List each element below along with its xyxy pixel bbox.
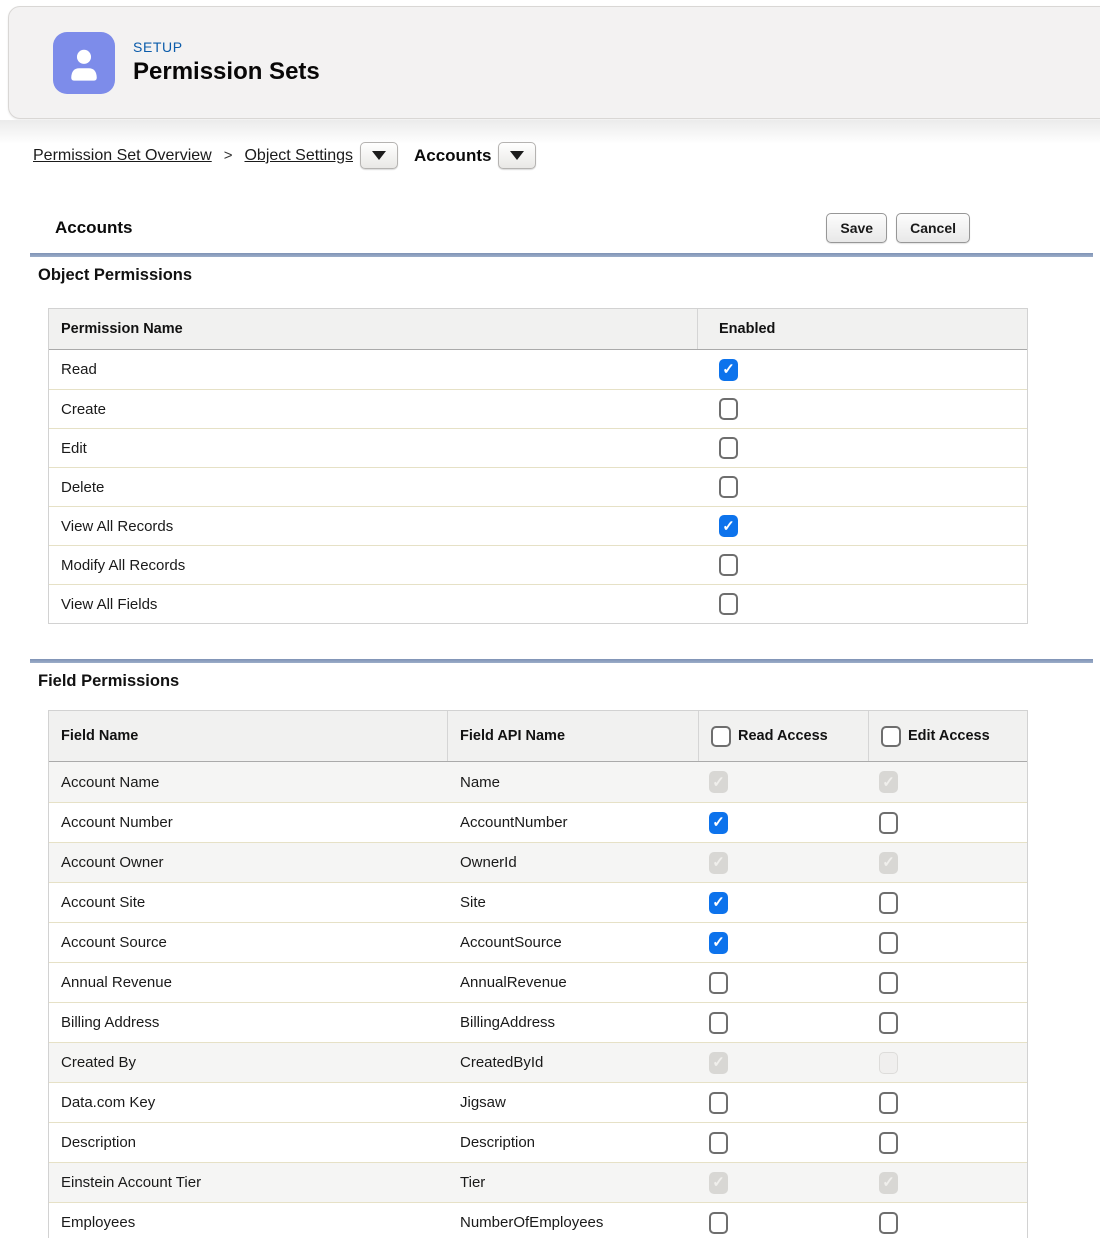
object-permissions-table-header	[49, 309, 1027, 350]
save-button[interactable]: Save	[826, 213, 887, 243]
setup-header-card	[8, 6, 1100, 119]
permission-name: View All Records	[61, 517, 174, 535]
object-settings-dropdown-button[interactable]	[360, 142, 398, 169]
object-permissions-table	[48, 308, 1028, 624]
field-name: Account Source	[61, 934, 167, 951]
field-api-name: Name	[460, 773, 501, 791]
breadcrumb-current-accounts: Accounts	[413, 145, 492, 165]
chevron-down-icon	[510, 151, 524, 160]
field-permission-row	[49, 762, 1027, 802]
field-permission-row	[49, 922, 1027, 962]
field-name: Account Site	[61, 894, 146, 911]
enabled-checkbox[interactable]	[719, 515, 738, 537]
edit-access-checkbox[interactable]	[879, 1012, 898, 1034]
field-api-name: CreatedById	[460, 1054, 544, 1071]
read-access-checkbox[interactable]	[709, 1012, 728, 1034]
object-permission-row	[49, 467, 1027, 506]
section-divider	[30, 253, 1093, 257]
edit-access-checkbox	[879, 771, 898, 793]
column-header-field-api-name: Field API Name	[448, 711, 699, 761]
enabled-checkbox[interactable]	[719, 593, 738, 615]
field-api-name: Tier	[460, 1174, 486, 1191]
setup-eyebrow: SETUP	[133, 39, 183, 55]
edit-access-checkbox	[879, 852, 898, 874]
field-permission-row	[49, 1082, 1027, 1122]
read-access-checkbox	[709, 1172, 728, 1194]
enabled-checkbox[interactable]	[719, 437, 738, 459]
permission-name: Create	[61, 400, 107, 418]
field-api-name: Jigsaw	[460, 1094, 506, 1111]
object-permission-row	[49, 428, 1027, 467]
permission-sets-user-icon	[53, 32, 115, 94]
field-permissions-table	[48, 710, 1028, 1238]
field-permissions-heading: Field Permissions	[38, 672, 180, 690]
chevron-down-icon	[372, 151, 386, 160]
edit-access-checkbox[interactable]	[879, 892, 898, 914]
permission-name: View All Fields	[61, 595, 158, 613]
read-access-checkbox	[709, 1052, 728, 1074]
field-api-name: AnnualRevenue	[460, 974, 567, 991]
section-divider	[30, 659, 1093, 663]
field-name: Billing Address	[61, 1014, 160, 1031]
edit-access-checkbox[interactable]	[879, 812, 898, 834]
field-api-name: Description	[460, 1134, 536, 1151]
read-access-checkbox[interactable]	[709, 1132, 728, 1154]
read-access-label: Read Access	[738, 728, 828, 744]
field-name: Created By	[61, 1054, 137, 1071]
edit-access-checkbox[interactable]	[879, 1132, 898, 1154]
read-access-checkbox	[709, 771, 728, 793]
field-name: Account Number	[61, 814, 173, 831]
breadcrumb-link-permission-set-overview[interactable]: Permission Set Overview	[33, 146, 212, 164]
field-name: Account Owner	[61, 854, 164, 871]
field-permission-row	[49, 842, 1027, 882]
edit-access-label: Edit Access	[908, 728, 990, 744]
column-header-edit-access	[869, 711, 1027, 761]
enabled-checkbox[interactable]	[719, 476, 738, 498]
permission-name: Delete	[61, 478, 105, 496]
edit-access-checkbox	[879, 1052, 898, 1074]
edit-access-checkbox[interactable]	[879, 1212, 898, 1234]
field-permission-row	[49, 1122, 1027, 1162]
field-permission-row	[49, 1202, 1027, 1238]
edit-access-checkbox[interactable]	[879, 1092, 898, 1114]
field-name: Description	[61, 1134, 137, 1151]
breadcrumb-separator: >	[223, 147, 233, 164]
breadcrumb	[33, 142, 536, 169]
permission-name: Modify All Records	[61, 556, 186, 574]
edit-access-checkbox	[879, 1172, 898, 1194]
field-permission-row	[49, 802, 1027, 842]
field-permissions-table-header	[49, 711, 1027, 762]
object-permissions-heading: Object Permissions	[38, 266, 193, 284]
field-permission-row	[49, 962, 1027, 1002]
cancel-button[interactable]: Cancel	[896, 213, 970, 243]
read-access-select-all-checkbox[interactable]	[711, 726, 731, 747]
edit-access-checkbox[interactable]	[879, 932, 898, 954]
read-access-checkbox[interactable]	[709, 972, 728, 994]
breadcrumb-link-object-settings[interactable]: Object Settings	[244, 146, 353, 164]
object-title: Accounts	[55, 218, 133, 237]
field-name: Einstein Account Tier	[61, 1174, 202, 1191]
read-access-checkbox	[709, 852, 728, 874]
field-name: Account Name	[61, 773, 160, 791]
read-access-checkbox[interactable]	[709, 812, 728, 834]
column-header-enabled: Enabled	[719, 321, 776, 337]
field-name: Employees	[61, 1214, 136, 1231]
field-api-name: BillingAddress	[460, 1014, 556, 1031]
object-permission-row	[49, 506, 1027, 545]
field-api-name: AccountNumber	[460, 814, 568, 831]
read-access-checkbox[interactable]	[709, 1212, 728, 1234]
page-title: Permission Sets	[133, 58, 320, 85]
object-permission-row	[49, 545, 1027, 584]
field-permission-row	[49, 1002, 1027, 1042]
permission-name: Read	[61, 361, 97, 378]
enabled-checkbox[interactable]	[719, 398, 738, 420]
enabled-checkbox[interactable]	[719, 554, 738, 576]
field-permission-row	[49, 1162, 1027, 1202]
field-api-name: OwnerId	[460, 854, 517, 871]
permission-name: Edit	[61, 439, 87, 457]
field-api-name: Site	[460, 894, 486, 911]
read-access-checkbox[interactable]	[709, 892, 728, 914]
object-permission-row	[49, 389, 1027, 428]
header-shadow	[0, 120, 1100, 144]
object-permission-row	[49, 350, 1027, 389]
field-name: Data.com Key	[61, 1094, 156, 1111]
field-name: Annual Revenue	[61, 974, 172, 991]
field-api-name: AccountSource	[460, 934, 562, 951]
edit-access-checkbox[interactable]	[879, 972, 898, 994]
enabled-checkbox[interactable]	[719, 359, 738, 381]
accounts-dropdown-button[interactable]	[498, 142, 536, 169]
read-access-checkbox[interactable]	[709, 1092, 728, 1114]
read-access-checkbox[interactable]	[709, 932, 728, 954]
column-header-permission-name: Permission Name	[49, 309, 698, 349]
field-api-name: NumberOfEmployees	[460, 1214, 604, 1231]
column-header-field-name: Field Name	[49, 711, 448, 761]
field-permission-row	[49, 1042, 1027, 1082]
field-permission-row	[49, 882, 1027, 922]
object-permission-row	[49, 584, 1027, 623]
edit-access-select-all-checkbox[interactable]	[881, 726, 901, 747]
column-header-read-access	[699, 711, 869, 761]
